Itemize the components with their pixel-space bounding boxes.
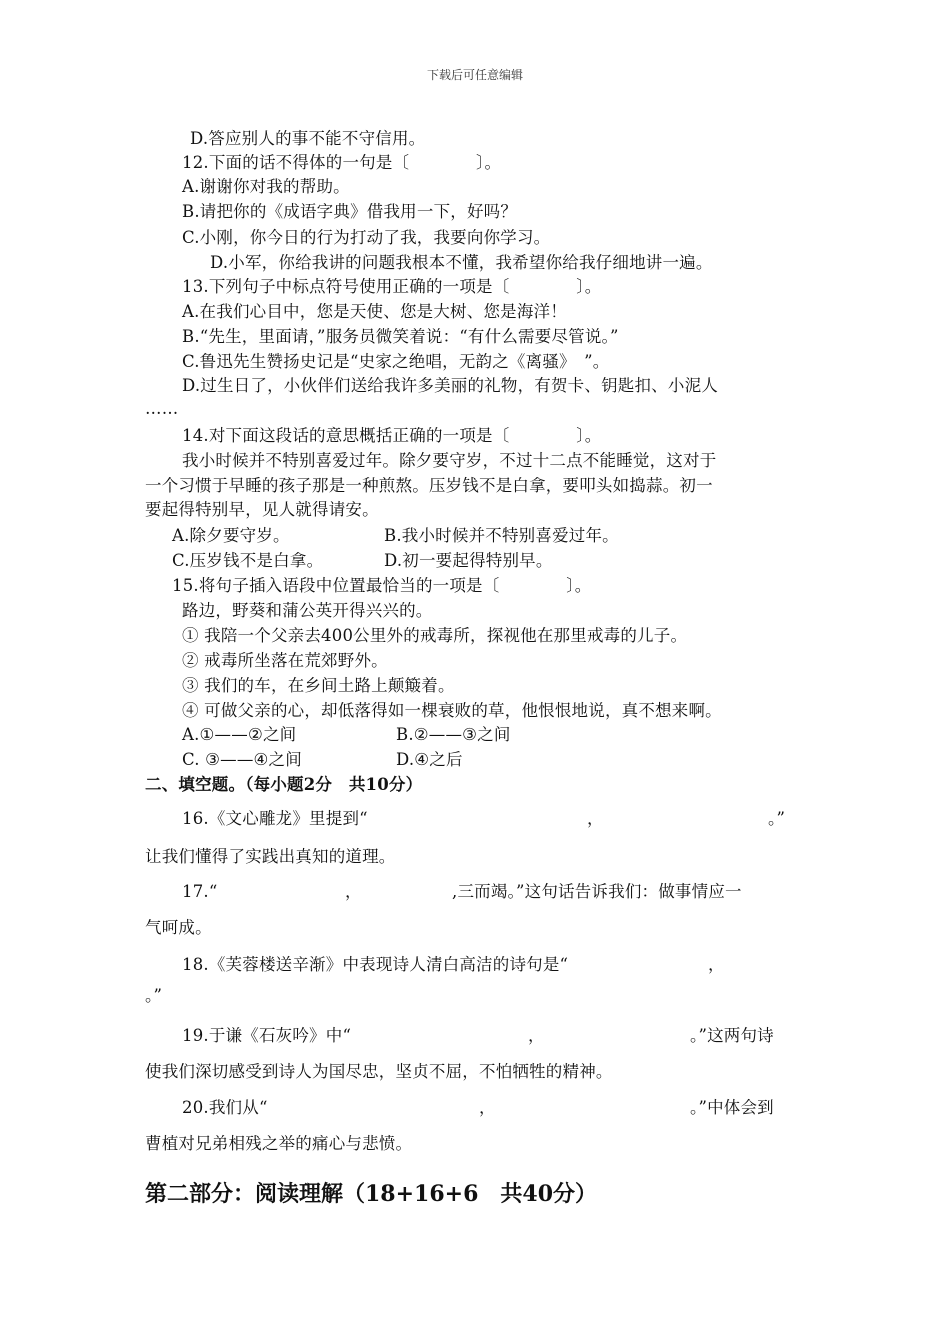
q19-continued: 使我们深切感受到诗人为国尽忠，坚贞不屈，不怕牺牲的精神。 <box>145 1062 613 1081</box>
q14-option-a: A.除夕要守岁。 <box>172 526 290 545</box>
section-fill-blanks-heading: 二、填空题。（每小题2分 共10分） <box>145 775 423 794</box>
q14-option-c: C.压岁钱不是白拿。 <box>172 551 324 570</box>
q14-passage-line-2: 一个习惯于早睡的孩子那是一种煎熬。压岁钱不是白拿，要叩头如捣蒜。初一 <box>145 476 713 495</box>
part-two-heading: 第二部分：阅读理解（18+16+6 共40分） <box>145 1181 598 1207</box>
q15-insert-sentence: 路边，野葵和蒲公英开得兴兴的。 <box>182 601 433 620</box>
q20-question: 20.我们从“ <box>182 1098 268 1117</box>
q14-option-d: D.初一要起得特别早。 <box>384 551 553 570</box>
q13-option-b: B.“先生，里面请，”服务员微笑着说：“有什么需要尽管说。” <box>182 327 619 346</box>
q20-comma: ， <box>479 1098 496 1117</box>
q17-comma: ， <box>345 882 362 901</box>
q17-rest: ,三而竭。”这句话告诉我们：做事情应一 <box>452 882 742 901</box>
q18-question: 18.《芙蓉楼送辛渐》中表现诗人清白高洁的诗句是“ <box>182 955 569 974</box>
q20-rest: 。”中体会到 <box>690 1098 774 1117</box>
q13-option-d-continued: …… <box>145 399 179 418</box>
q13-option-a: A.在我们心目中，您是天使、您是大树、您是海洋！ <box>182 302 567 321</box>
q16-comma: ， <box>587 809 604 828</box>
page-header: 下载后可任意编辑 <box>426 68 523 82</box>
q14-passage-line-3: 要起得特别早，见人就得请安。 <box>145 500 379 519</box>
q19-question: 19.于谦《石灰吟》中“ <box>182 1026 352 1045</box>
q15-option-d: D.④之后 <box>396 750 463 769</box>
q12-option-d: D.小军，你给我讲的问题我根本不懂，我希望你给我仔细地讲一遍。 <box>210 253 713 272</box>
q16-question: 16.《文心雕龙》里提到“ <box>182 809 368 828</box>
q14-passage-line-1: 我小时候并不特别喜爱过年。除夕要守岁，不过十二点不能睡觉，这对于 <box>182 451 717 470</box>
q18-close: 。” <box>145 986 163 1005</box>
q14-option-b: B.我小时候并不特别喜爱过年。 <box>384 526 619 545</box>
q12-option-b: B.请把你的《成语字典》借我用一下，好吗？ <box>182 202 518 221</box>
q20-continued: 曹植对兄弟相残之举的痛心与悲愤。 <box>145 1134 413 1153</box>
q16-continued: 让我们懂得了实践出真知的道理。 <box>145 847 396 866</box>
q12-question: 12.下面的话不得体的一句是〔 〕。 <box>182 153 502 172</box>
q13-option-d: D.过生日了，小伙伴们送给我许多美丽的礼物，有贺卡、钥匙扣、小泥人 <box>182 376 718 395</box>
q19-comma: ， <box>528 1026 545 1045</box>
q15-option-b: B.②——③之间 <box>396 725 511 744</box>
q18-comma: ， <box>708 955 725 974</box>
q13-option-c: C.鲁迅先生赞扬史记是“史家之绝唱，无韵之《离骚》 ”。 <box>182 352 610 371</box>
q16-close: 。” <box>768 809 786 828</box>
q17-open: 17.“ <box>182 882 218 901</box>
q15-sentence-4: ④ 可做父亲的心，却低落得如一棵衰败的草，他恨恨地说，真不想来啊。 <box>182 701 722 720</box>
q13-question: 13.下列句子中标点符号使用正确的一项是〔 〕。 <box>182 277 602 296</box>
q15-sentence-1: ① 我陪一个父亲去400公里外的戒毒所，探视他在那里戒毒的儿子。 <box>182 626 688 645</box>
q12-option-c: C.小刚，你今日的行为打动了我，我要向你学习。 <box>182 228 551 247</box>
q12-option-a: A.谢谢你对我的帮助。 <box>182 177 350 196</box>
q15-option-a: A.①——②之间 <box>182 725 297 744</box>
q11-option-d: D.答应别人的事不能不守信用。 <box>190 129 426 148</box>
q15-sentence-3: ③ 我们的车，在乡间土路上颠簸着。 <box>182 676 455 695</box>
q19-rest: 。”这两句诗 <box>690 1026 774 1045</box>
q14-question: 14.对下面这段话的意思概括正确的一项是〔 〕。 <box>182 426 602 445</box>
q15-question: 15.将句子插入语段中位置最恰当的一项是〔 〕。 <box>172 576 592 595</box>
q17-continued: 气呵成。 <box>145 918 212 937</box>
q15-option-c: C. ③——④之间 <box>182 750 302 769</box>
q15-sentence-2: ② 戒毒所坐落在荒郊野外。 <box>182 651 388 670</box>
